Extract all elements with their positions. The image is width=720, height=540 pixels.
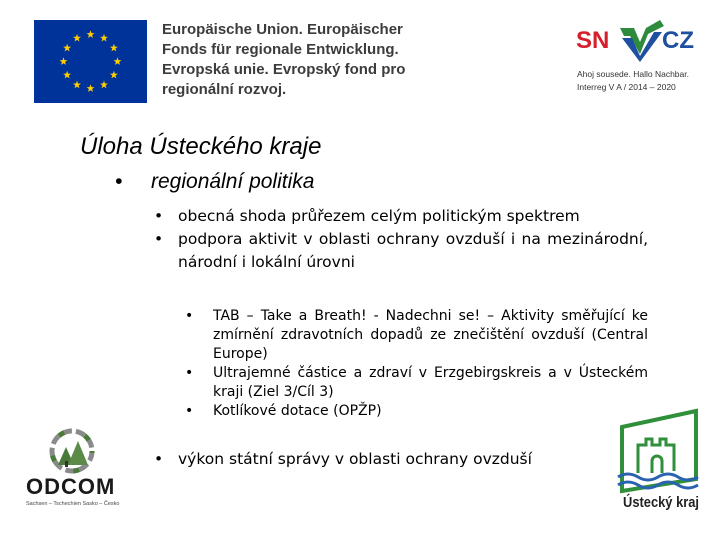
- bullet-level3-item: [185, 402, 648, 421]
- bullet-level3-text: Ultrajemné částice a zdraví v Erzgebirgskreis a v Ústeckém kraji (Ziel 3/Cíl 3): [213, 365, 648, 400]
- bullet-dot: •: [154, 207, 164, 225]
- bullet-level1-text: regionální politika: [151, 170, 315, 193]
- bullet-dot: •: [185, 308, 194, 324]
- bullet-dot: •: [185, 365, 194, 381]
- sncz-tagline-2: Interreg V A / 2014 – 2020: [577, 82, 676, 92]
- sncz-tagline: [577, 68, 697, 94]
- bullet-level2-text: výkon státní správy v oblasti ochrany ovzduší: [178, 450, 532, 468]
- eu-text-line: regionální rozvoj.: [162, 81, 287, 98]
- bullet-level1: [115, 170, 314, 194]
- odcom-subtitle: Sachsen – Tschechien Sasko – Česko: [26, 501, 120, 507]
- bullet-level2-group: [154, 448, 594, 471]
- bullet-level2-item: [154, 228, 648, 274]
- eu-funding-text: [162, 20, 422, 100]
- bullet-level2-text: obecná shoda průřezem celým politickým spektrem: [178, 207, 580, 225]
- bullet-level3-group: [185, 307, 648, 421]
- bullet-level3-text: Kotlíkové dotace (OPŽP): [213, 403, 382, 419]
- bullet-level3-item: [185, 364, 648, 402]
- bullet-level3-text: TAB – Take a Breath! - Nadechni se! – Aktivity směřující ke zmírnění zdravotních dopadů ze znečištění ovzduší (Central Europe): [213, 308, 648, 362]
- eu-text-line: Evropská unie. Evropský fond pro: [162, 61, 406, 78]
- odcom-name: ODCOM: [26, 474, 116, 499]
- bullet-level3-item: [185, 307, 648, 364]
- eu-flag-logo: [34, 20, 147, 103]
- bullet-dot: •: [154, 230, 164, 248]
- sncz-logo-left: SN: [576, 27, 610, 54]
- ustecky-kraj-name: Ústecký kraj: [623, 494, 700, 511]
- sncz-emblem-icon: [620, 20, 664, 62]
- bullet-level2-group: [154, 205, 648, 274]
- eu-text-line: Europäische Union. Europäischer: [162, 21, 403, 38]
- bullet-level2-text: podpora aktivit v oblasti ochrany ovzduší i na mezinárodní, národní i lokální úrovni: [178, 230, 648, 271]
- bullet-dot: •: [154, 450, 164, 468]
- ustecky-kraj-emblem-icon: [616, 405, 706, 495]
- bullet-dot: •: [115, 170, 123, 193]
- bullet-level2-item: [154, 205, 648, 228]
- slide-title: Úloha Ústeckého kraje: [80, 133, 322, 160]
- bullet-dot: •: [185, 403, 194, 419]
- bullet-level2-item: [154, 448, 594, 471]
- sncz-logo-right: CZ: [662, 27, 694, 54]
- sncz-tagline-1: Ahoj sousede. Hallo Nachbar.: [577, 69, 689, 79]
- eu-text-line: Fonds für regionale Entwicklung.: [162, 41, 399, 58]
